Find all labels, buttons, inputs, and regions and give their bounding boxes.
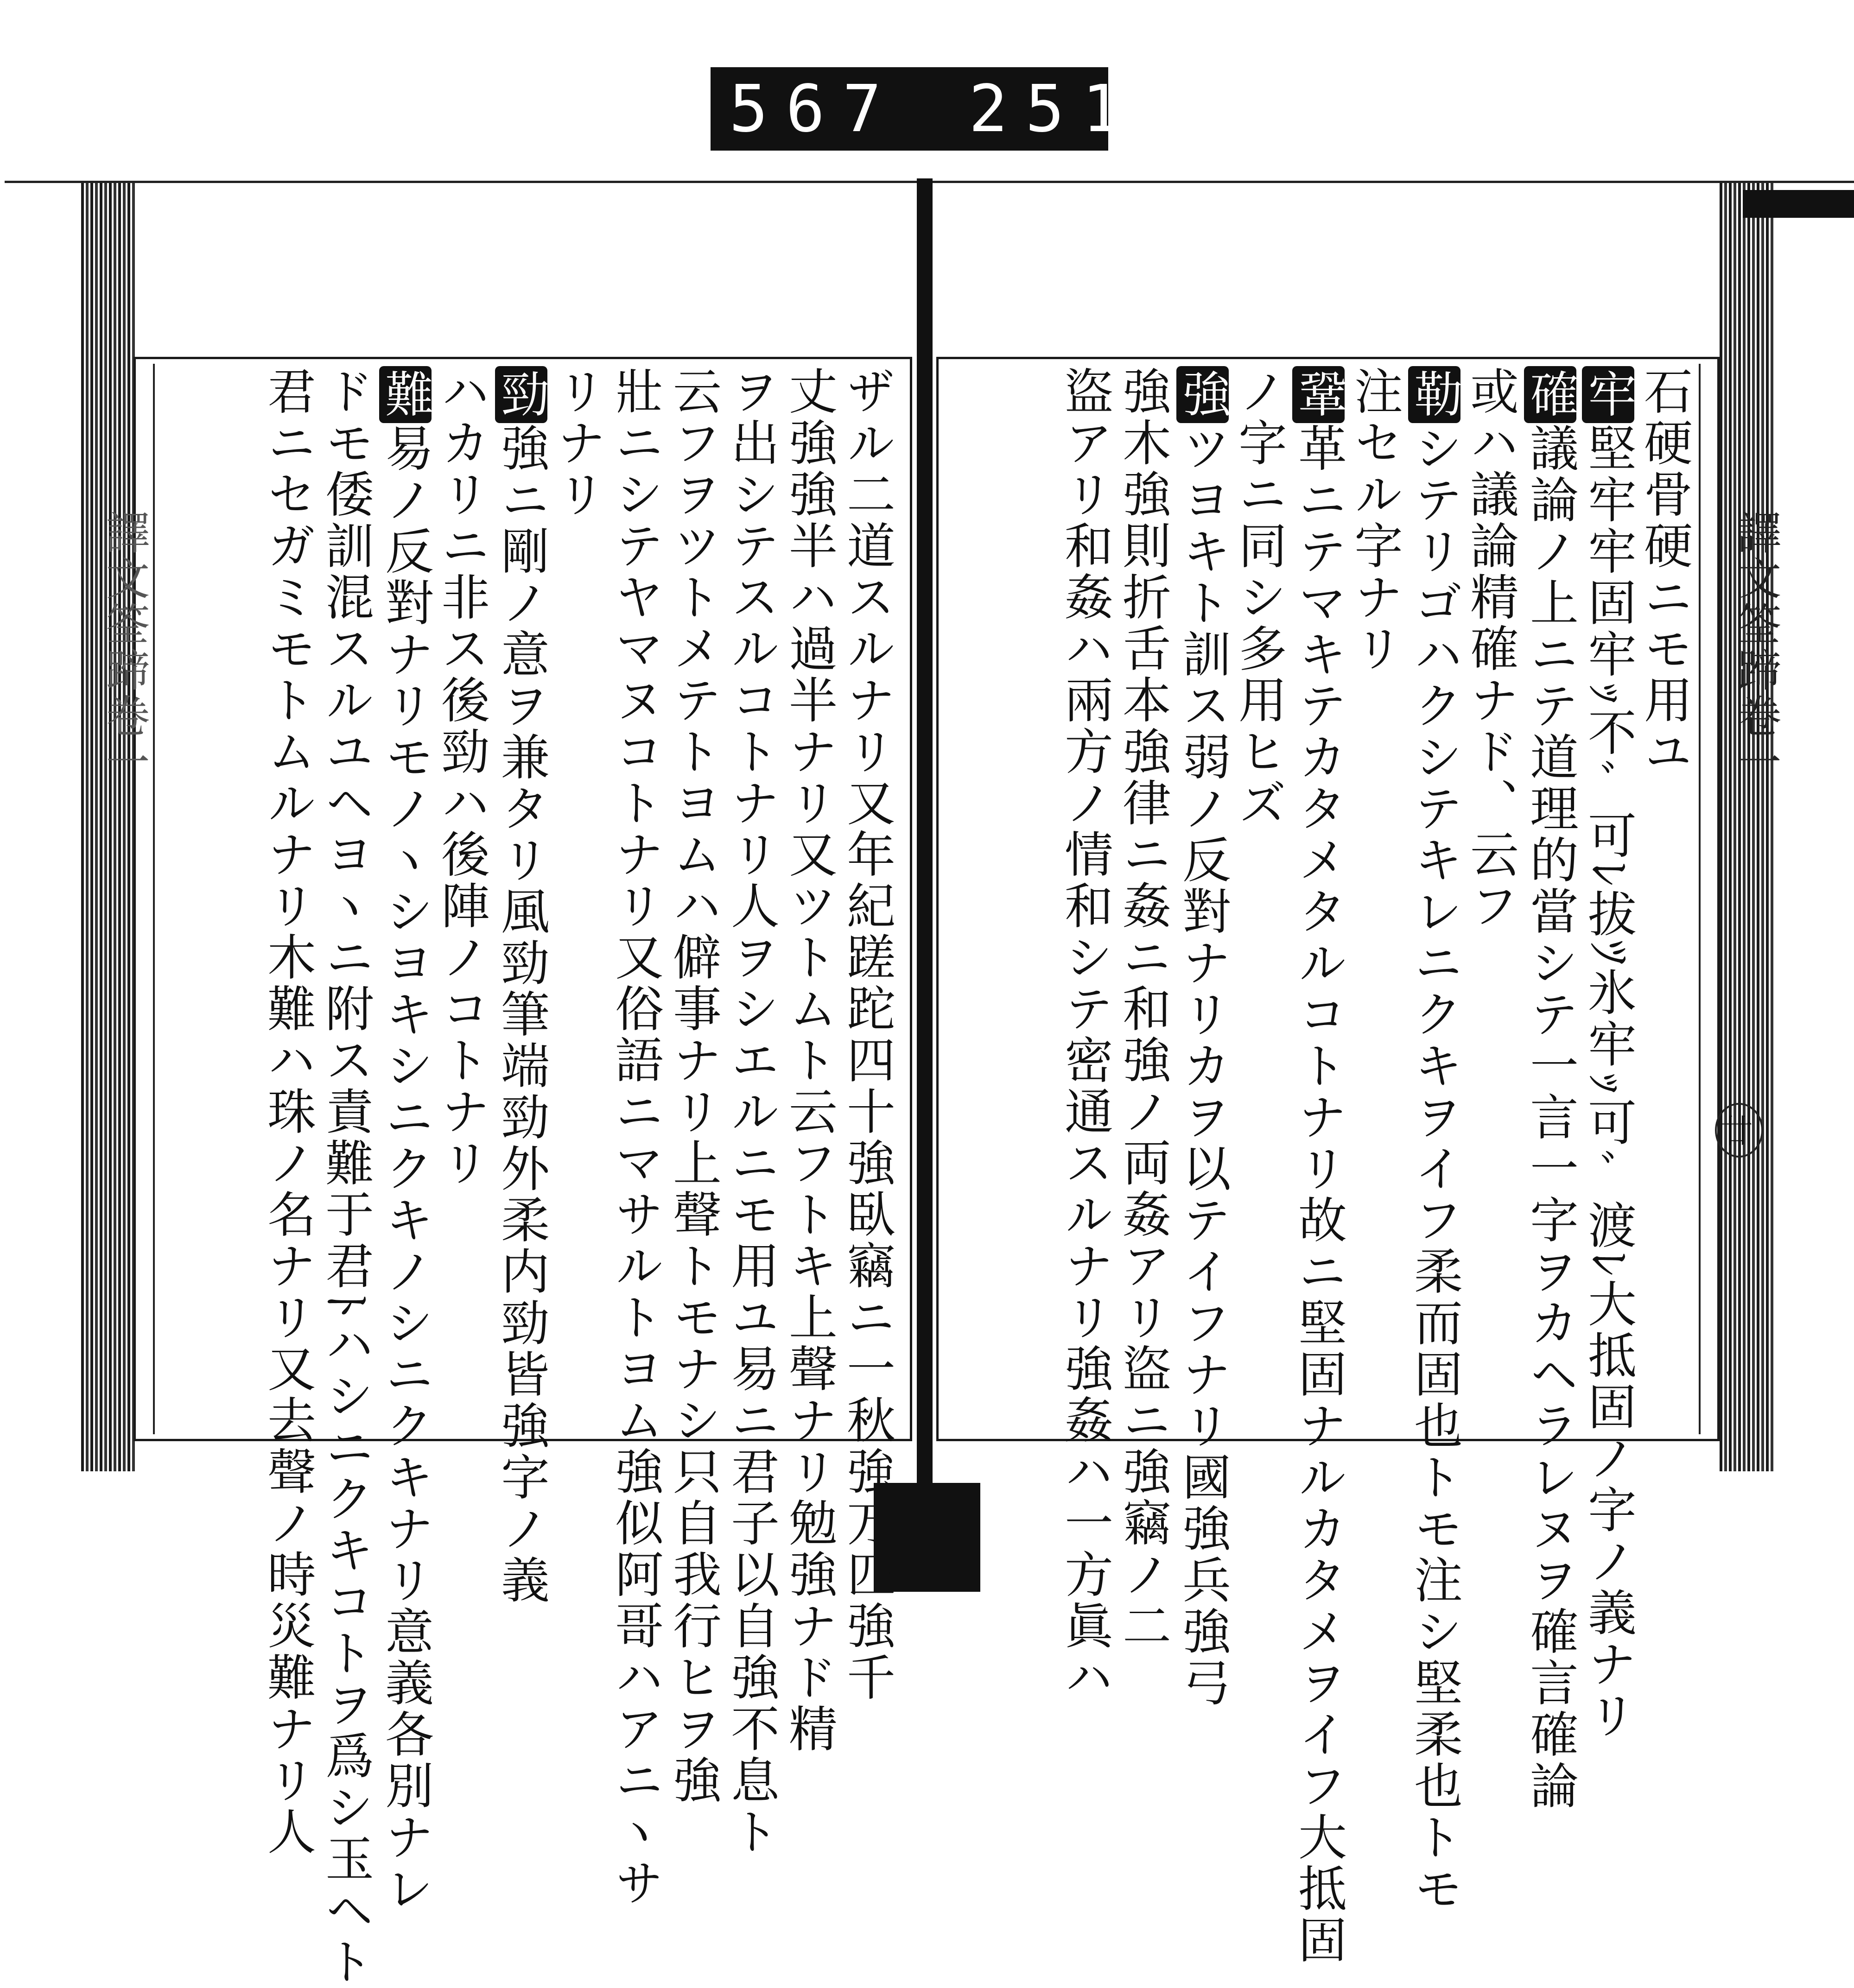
left-page-edges	[81, 183, 137, 1471]
entry-head: 難	[379, 366, 432, 423]
left-col-7	[493, 366, 550, 1606]
column-text: ドモ倭訓混スルユヘヨヽニ附ス責難于君ﾄハシニクキコトヲ爲シ玉ヘト	[317, 366, 374, 1988]
entry-head: 確	[1524, 366, 1576, 423]
column-text: 強木強則折舌本強律ニ姦ニ和強ノ両姦アリ盜ニ強竊ノ二	[1115, 366, 1171, 1652]
entry-head: 勁	[495, 366, 547, 423]
right-col-11	[1057, 366, 1113, 1703]
left-col-1	[839, 366, 895, 1703]
right-inner-rule	[1699, 364, 1701, 1434]
right-page-edges	[1720, 183, 1775, 1471]
column-text: ザル二道スルナリ又年紀蹉跎四十強臥竊ニ一秋強万匹強千	[839, 366, 895, 1703]
column-text: 君ニセガミモトムルナリ木難ハ珠ノ名ナリ又去聲ノ時災難ナリ人	[260, 366, 316, 1858]
right-col-10	[1115, 366, 1171, 1652]
left-col-11	[260, 366, 316, 1858]
spine	[917, 178, 933, 1592]
left-col-2	[781, 366, 838, 1755]
left-col-8	[433, 366, 490, 1427]
column-text: 注セル字ナリ	[1346, 366, 1403, 675]
right-clip	[1743, 190, 1854, 218]
column-text: 強ニ剛ノ意ヲ兼タリ風勁筆端勁外柔内勁皆強字ノ義	[493, 423, 550, 1606]
catalog-number-label	[711, 67, 1196, 151]
catalog-number-left: 567	[729, 71, 899, 147]
column-text: 石硬骨硬ニモ用ユ	[1636, 366, 1693, 778]
entry-head: 鞏	[1292, 366, 1345, 423]
left-col-3	[723, 366, 780, 1858]
right-col-5	[1406, 366, 1463, 1915]
right-col-3	[1522, 366, 1579, 1812]
left-col-9	[377, 366, 434, 1915]
right-col-8	[1231, 366, 1287, 1427]
column-text: ヲ出シテスルコトナリ人ヲシエルニモ用ユ易ニ君子以自強不息ト	[723, 366, 780, 1858]
left-col-5	[607, 366, 664, 1909]
column-text: 堅牢牢固牢ｯ不ﾞ可ﾚ拔ﾂ氷牢ｯ可ﾞ渡ﾚ大抵固ノ字ノ義ナリ	[1580, 423, 1637, 1742]
right-col-2	[1580, 366, 1637, 1742]
column-text: 丈強強半ハ過半ナリ又ツトムト云フトキ上聲ナリ勉強ナド精	[781, 366, 838, 1755]
left-col-6	[549, 366, 606, 1427]
column-text: 議論ノ上ニテ道理的當シテ一言一字ヲカヘラレヌヲ確言確論	[1522, 423, 1579, 1812]
entry-head: 牢	[1582, 366, 1634, 423]
left-col-10	[317, 366, 374, 1988]
column-text: リナリ	[549, 366, 606, 520]
column-text: シテリゴハクシテキレニクキヲイフ柔而固也トモ注シ堅柔也トモ	[1406, 423, 1463, 1915]
right-margin-title: 譯文筌蹄卷一	[1730, 510, 1781, 785]
column-text: 壯ニシテヤマヌコトナリ又俗語ニマサルトヨム強似阿哥ハアニヽサ	[607, 366, 664, 1909]
column-text: ハカリニ非ス後勁ハ後陣ノコトナリ	[433, 366, 490, 1189]
right-col-1	[1636, 366, 1693, 1427]
column-text: 盜アリ和姦ハ兩方ノ情和シテ密通スルナリ強姦ハ一方眞ハ	[1057, 366, 1113, 1703]
right-col-6	[1346, 366, 1403, 1427]
column-text: ツヨキト訓ス弱ノ反對ナリカヲ以テイフナリ國強兵強弓	[1175, 423, 1231, 1709]
entry-head: 強	[1176, 366, 1229, 423]
left-col-4	[665, 366, 722, 1806]
entry-head: 勒	[1408, 366, 1460, 423]
column-text: ノ字ニ同シ多用ヒズ	[1231, 366, 1287, 829]
right-col-4	[1462, 366, 1519, 1427]
column-text: 或ハ議論精確ナド、云フ	[1462, 366, 1519, 932]
left-margin-title: 譯文筌蹄卷一	[99, 510, 150, 785]
catalog-number-right: 251.	[968, 71, 1196, 147]
right-col-7	[1290, 366, 1347, 1966]
column-text: 云フヲツトメテトヨムハ僻事ナリ上聲トモナシ只自我行ヒヲ強	[665, 366, 722, 1806]
column-text: 革ニテマキテカタメタルコトナリ故ニ堅固ナルカタメヲイフ大抵固	[1290, 423, 1347, 1966]
page-number: 廿	[1715, 1103, 1763, 1158]
right-col-9	[1175, 366, 1231, 1709]
column-text: 易ノ反對ナリモノヽシヨキシニクキノシニクキナリ意義各別ナレ	[377, 423, 434, 1915]
